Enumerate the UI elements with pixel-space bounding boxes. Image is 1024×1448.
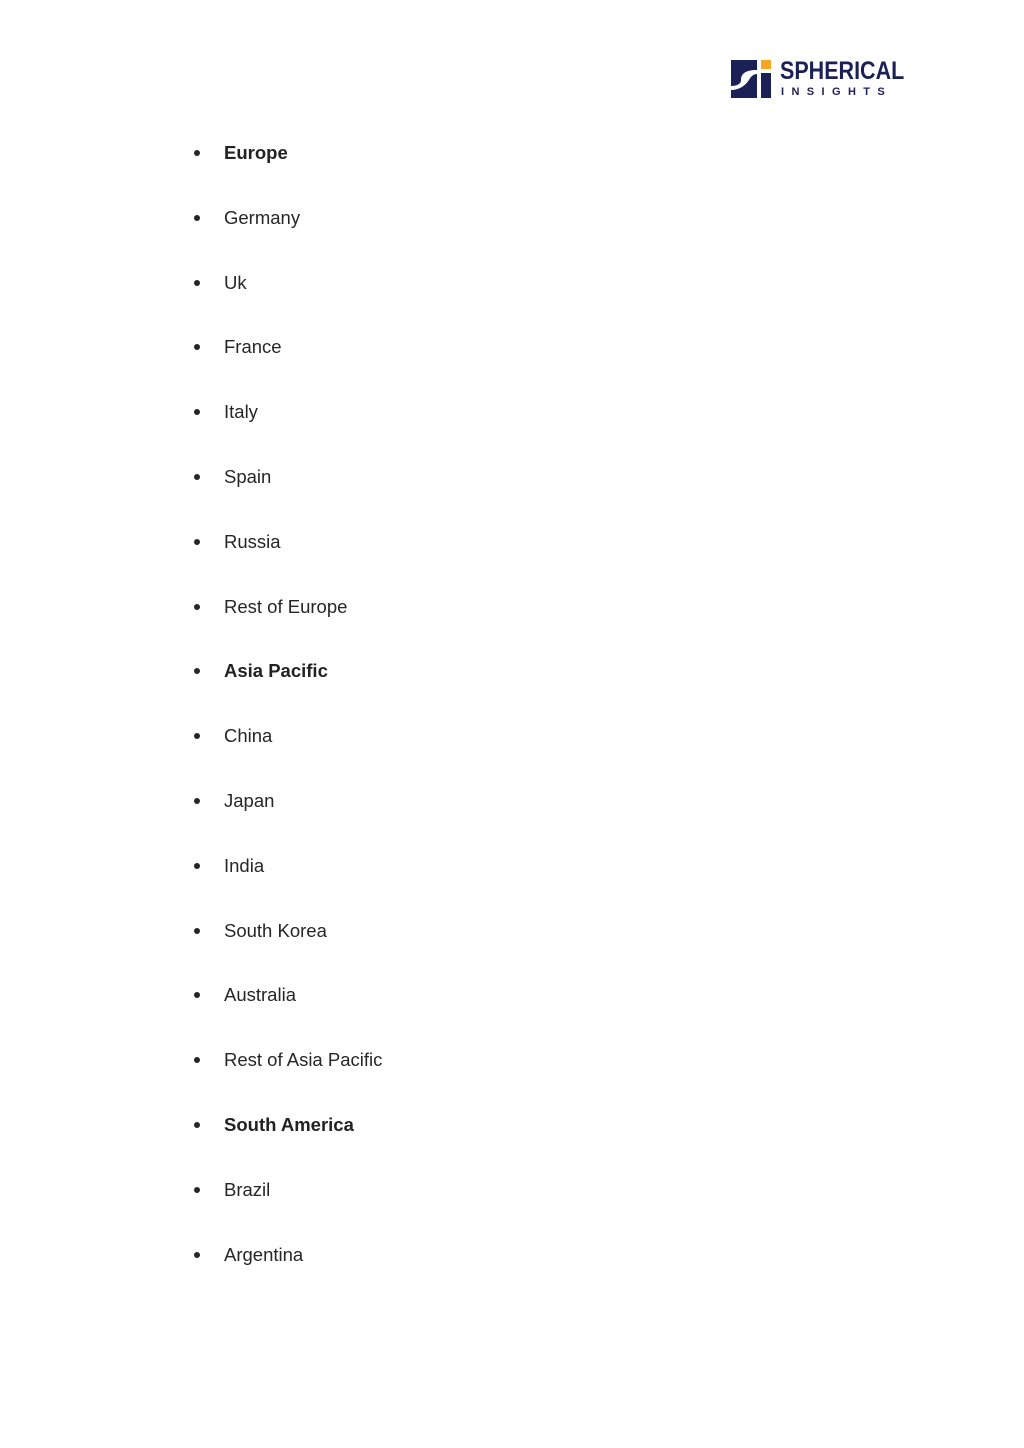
list-item-label: Rest of Europe xyxy=(224,595,348,617)
list-item-label: South Korea xyxy=(224,919,327,941)
list-item-label: France xyxy=(224,336,282,358)
bullet-icon xyxy=(194,668,200,674)
list-item-label: Russia xyxy=(224,530,281,552)
list-item-label: Spain xyxy=(224,465,272,487)
spherical-insights-logo-icon xyxy=(731,60,773,98)
bullet-icon xyxy=(194,1122,200,1128)
list-item-label: Italy xyxy=(224,401,258,423)
list-item-label: Argentina xyxy=(224,1243,304,1265)
list-item-label: Japan xyxy=(224,789,275,811)
bullet-icon xyxy=(194,798,200,804)
bullet-icon xyxy=(194,1252,200,1258)
list-item-label: Germany xyxy=(224,206,301,228)
bullet-icon xyxy=(194,1057,200,1063)
bullet-icon xyxy=(194,344,200,350)
list-item-label: India xyxy=(224,854,265,876)
list-item-label: Rest of Asia Pacific xyxy=(224,1049,383,1071)
list-item-label: Asia Pacific xyxy=(224,660,328,682)
list-item-label: South America xyxy=(224,1113,354,1135)
bullet-icon xyxy=(194,928,200,934)
logo-wordmark: SPHERICAL xyxy=(780,57,905,85)
bullet-icon xyxy=(194,863,200,869)
list-item-label: Europe xyxy=(224,142,288,163)
bullet-icon xyxy=(194,215,200,221)
list-item-label: Uk xyxy=(224,271,247,293)
bullet-icon xyxy=(194,280,200,286)
bullet-icon xyxy=(194,992,200,998)
bullet-icon xyxy=(194,539,200,545)
bullet-icon xyxy=(194,150,200,156)
bullet-icon xyxy=(194,474,200,480)
bullet-icon xyxy=(194,409,200,415)
logo-tagline: INSIGHTS xyxy=(781,86,893,98)
company-logo xyxy=(731,58,911,100)
list-item-label: Australia xyxy=(224,984,296,1006)
list-item-label: Brazil xyxy=(224,1178,271,1200)
list-item-label: China xyxy=(224,725,273,747)
bullet-icon xyxy=(194,1187,200,1193)
bullet-icon xyxy=(194,604,200,610)
bullet-icon xyxy=(194,733,200,739)
